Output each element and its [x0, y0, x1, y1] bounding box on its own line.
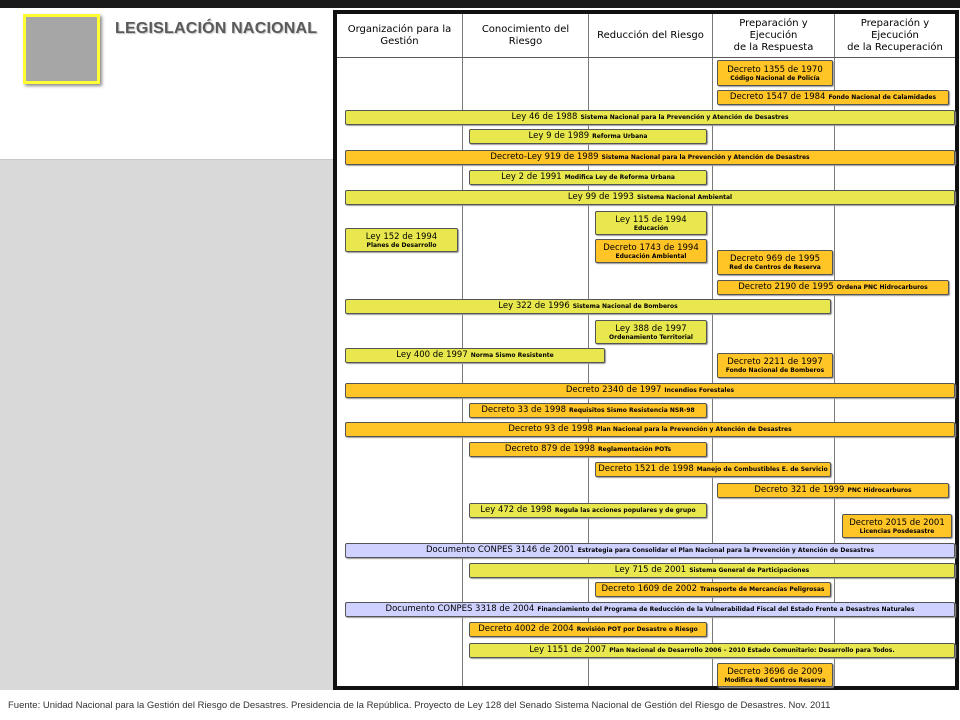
law-line [738, 282, 928, 293]
law-name: Decreto 879 de 1998 [504, 444, 596, 454]
law-name: Ley 9 de 1989 [528, 131, 590, 141]
law-name: Decreto-Ley 919 de 1989 [490, 152, 599, 162]
law-line [490, 152, 809, 163]
law-description: Sistema Nacional de Bomberos [572, 303, 678, 310]
column-header-organizacion: Organización para la Gestión [347, 23, 452, 47]
law-description: PNC Hidrocarburos [847, 487, 912, 494]
law-name: Decreto 1521 de 1998 [598, 464, 694, 474]
law-box [595, 239, 707, 263]
law-line [849, 518, 945, 528]
law-name: Documento CONPES 3318 de 2004 [385, 604, 535, 614]
law-name: Ley 152 de 1994 [365, 231, 438, 242]
law-name: Decreto 93 de 1998 [508, 424, 594, 434]
law-name: Decreto 3696 de 2009 [727, 666, 823, 677]
law-box [345, 299, 831, 314]
law-box [595, 582, 831, 597]
law-box [345, 383, 955, 398]
column-header-respuesta: Preparación y Ejecución de la Respuesta [733, 17, 814, 53]
law-description: Sistema General de Participaciones [689, 567, 810, 574]
law-line [615, 324, 686, 334]
law-description: Fondo Nacional de Calamidades [828, 94, 937, 101]
law-box [717, 90, 949, 105]
law-name: Decreto 969 de 1995 [729, 254, 821, 264]
law-box [345, 543, 955, 558]
law-line [478, 624, 698, 635]
law-box [469, 622, 707, 637]
law-line [568, 192, 732, 203]
column-header-recuperacion: Preparación y Ejecución de la Recuperación [847, 17, 943, 53]
law-line [511, 112, 788, 123]
law-line [386, 604, 915, 615]
law-subtitle: Educación [633, 224, 669, 232]
law-description: Regula las acciones populares y de grupo [554, 507, 696, 514]
law-description: Revisión POT por Desastre o Riesgo [576, 626, 698, 633]
law-box [469, 503, 707, 518]
law-subtitle: Red de Centros de Reserva [729, 264, 821, 271]
law-description: Incendios Forestales [664, 387, 735, 394]
law-box [717, 280, 949, 295]
law-description: Modifica Ley de Reforma Urbana [564, 174, 675, 181]
law-subtitle: Planes de Desarrollo [366, 241, 437, 249]
column-header-conocimiento: Conocimiento del Riesgo [481, 23, 570, 47]
law-line [598, 464, 828, 475]
law-line [566, 385, 734, 396]
law-box [717, 60, 833, 86]
law-description: Plan Nacional de Desarrollo 2006 – 2010 Estado Comunitario: Desarrollo para Todos. [609, 647, 895, 654]
law-description: Sistema Nacional Ambiental [636, 194, 733, 201]
law-box [595, 211, 707, 235]
law-box [345, 348, 605, 363]
law-box [469, 170, 707, 185]
law-subtitle: Modifica Red Centros Reserva [724, 676, 826, 684]
law-name: Ley 400 de 1997 [396, 350, 468, 360]
law-box [345, 602, 955, 617]
law-description: Plan Nacional para la Prevención y Atención de Desastres [596, 426, 792, 433]
law-description: Manejo de Combustibles E. de Servicio [696, 466, 828, 473]
law-box [717, 663, 833, 687]
law-box [717, 250, 833, 275]
column-header-reduccion: Reducción del Riesgo [597, 29, 704, 41]
law-name: Decreto 2340 de 1997 [565, 385, 662, 395]
law-name: Ley 46 de 1988 [511, 112, 578, 122]
logo-square-icon [23, 14, 100, 84]
law-line [601, 584, 824, 595]
header-separator [337, 57, 955, 58]
law-description: Reforma Urbana [592, 133, 648, 140]
law-subtitle: Educación Ambiental [615, 252, 687, 260]
law-line [366, 232, 437, 242]
law-box [717, 483, 949, 498]
law-name: Decreto 33 de 1998 [481, 405, 567, 415]
law-line [529, 131, 648, 142]
law-description: Estrategia para Consolidar el Plan Nacional para la Prevención y Atención de Desastres [577, 547, 875, 554]
law-box [345, 228, 458, 252]
law-line [480, 505, 695, 516]
law-description: Ordena PNC Hidrocarburos [836, 284, 928, 291]
law-name: Documento CONPES 3146 de 2001 [425, 545, 575, 555]
law-name: Decreto 1609 de 2002 [601, 584, 697, 594]
top-bar [0, 0, 960, 8]
law-box [469, 403, 707, 418]
law-line [501, 172, 675, 183]
law-name: Decreto 4002 de 2004 [478, 624, 574, 634]
law-box [842, 514, 952, 538]
law-name: Ley 99 de 1993 [567, 192, 634, 202]
left-panel [0, 160, 333, 690]
law-line [505, 444, 671, 455]
law-line [529, 645, 894, 656]
law-name: Ley 388 de 1997 [615, 323, 687, 334]
law-box [469, 442, 707, 457]
law-box [345, 150, 955, 165]
law-description: Norma Sismo Resistente [470, 352, 554, 359]
law-box [469, 563, 955, 578]
law-description: Requisitos Sismo Resistencia NSR-98 [569, 407, 695, 414]
law-name: Ley 322 de 1996 [498, 301, 570, 311]
law-line [754, 485, 911, 496]
law-description: Sistema Nacional para la Prevención y Atención de Desastres [601, 154, 810, 161]
law-subtitle: Código Nacional de Policía [730, 74, 820, 82]
law-name: Decreto 2015 de 2001 [849, 517, 945, 528]
source-footnote: Fuente: Unidad Nacional para la Gestión del Riesgo de Desastres. Presidencia de la República. Proyecto de Ley 128 del Senado Sistema Nacional de Gestión del Riesgo de Desastres. Nov. 2011 [8, 700, 831, 711]
law-line [727, 65, 823, 75]
law-name: Decreto 1743 de 1994 [603, 242, 699, 253]
law-line [508, 424, 791, 435]
law-line [481, 405, 694, 416]
law-name: Decreto 2211 de 1997 [727, 357, 823, 367]
law-name: Decreto 2190 de 1995 [738, 282, 834, 292]
law-line [727, 667, 823, 677]
law-box [345, 422, 955, 437]
law-description: Financiamiento del Programa de Reducción de la Vulnerabilidad Fiscal del Estado Frente a Desastres Naturales [537, 606, 915, 613]
law-line [426, 545, 874, 556]
law-line [603, 243, 699, 253]
law-name: Ley 472 de 1998 [480, 505, 552, 515]
law-line [727, 357, 823, 367]
law-subtitle: Ordenamiento Territorial [609, 333, 693, 341]
law-box [595, 462, 831, 477]
law-name: Ley 1151 de 2007 [529, 645, 607, 655]
law-box [469, 129, 707, 144]
law-name: Decreto 1355 de 1970 [727, 64, 823, 75]
law-description: Reglamentación POTs [598, 446, 672, 453]
page-title: LEGISLACIÓN NACIONAL [115, 20, 318, 37]
law-box [345, 190, 955, 205]
law-line [615, 215, 686, 225]
law-name: Decreto 321 de 1999 [754, 485, 845, 495]
law-line [730, 254, 820, 264]
law-name: Ley 2 de 1991 [501, 172, 562, 182]
law-subtitle: Licencias Posdesastre [859, 527, 935, 535]
law-line [498, 301, 677, 312]
law-line [396, 350, 553, 361]
law-name: Decreto 1547 de 1984 [729, 92, 826, 102]
law-box [717, 353, 833, 378]
law-description: Sistema Nacional para la Prevención y Atención de Desastres [580, 114, 789, 121]
law-description: Transporte de Mercancías Peligrosas [700, 586, 825, 593]
law-box [469, 643, 955, 658]
legislation-board [333, 10, 959, 690]
law-line [730, 92, 936, 103]
law-box [595, 320, 707, 344]
law-line [615, 565, 809, 576]
law-name: Ley 115 de 1994 [615, 214, 687, 225]
law-subtitle: Fondo Nacional de Bomberos [725, 367, 825, 374]
law-name: Ley 715 de 2001 [614, 565, 687, 575]
law-box [345, 110, 955, 125]
